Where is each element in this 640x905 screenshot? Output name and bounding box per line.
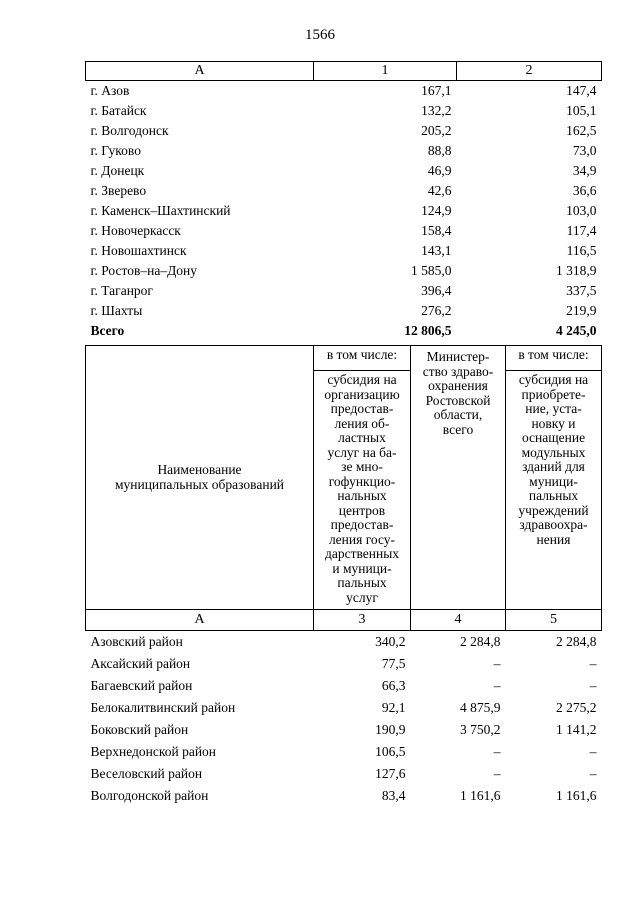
total-label: Всего xyxy=(90,323,125,338)
table-row xyxy=(86,697,602,719)
municipality-name: г. Каменск–Шахтинский xyxy=(90,203,231,218)
value-col2: 36,6 xyxy=(572,183,597,198)
value-col4: 4 875,9 xyxy=(460,700,501,715)
table-row xyxy=(86,201,602,221)
value-col1: 46,9 xyxy=(427,163,452,178)
table-row xyxy=(86,741,602,763)
district-name: Багаевский район xyxy=(90,678,193,693)
value-col2: 117,4 xyxy=(566,223,597,238)
table-row xyxy=(86,785,602,807)
column-header-5: 5 xyxy=(506,610,602,631)
table-row xyxy=(86,141,602,161)
allocation-table-districts xyxy=(85,345,602,807)
total-row xyxy=(86,321,602,341)
table-row xyxy=(86,631,602,654)
table-header-row xyxy=(86,62,602,81)
municipality-name: г. Гуково xyxy=(90,143,141,158)
table-row xyxy=(86,763,602,785)
value-col3: 190,9 xyxy=(375,722,406,737)
header-col3-including: в том числе: xyxy=(314,346,411,371)
table-row xyxy=(86,719,602,741)
value-col5: – xyxy=(589,678,597,693)
page-number: 1566 xyxy=(305,27,335,43)
value-col4: – xyxy=(493,766,501,781)
district-name: Аксайский район xyxy=(90,656,191,671)
column-header-a: А xyxy=(86,62,314,81)
value-col4: 3 750,2 xyxy=(460,722,501,737)
value-col1: 88,8 xyxy=(427,143,452,158)
value-col5: – xyxy=(589,766,597,781)
value-col3: 106,5 xyxy=(375,744,406,759)
value-col1: 205,2 xyxy=(421,123,452,138)
value-col1: 42,6 xyxy=(427,183,452,198)
value-col2: 73,0 xyxy=(572,143,597,158)
value-col1: 132,2 xyxy=(421,103,452,118)
value-col5: 1 141,2 xyxy=(556,722,597,737)
value-col2: 103,0 xyxy=(566,203,597,218)
value-col5: – xyxy=(589,656,597,671)
value-col5: 1 161,6 xyxy=(556,788,597,803)
table-row xyxy=(86,81,602,102)
value-col1: 158,4 xyxy=(421,223,452,238)
district-name: Веселовский район xyxy=(90,766,203,781)
header-ministry-health-total: Министер- ство здраво- охранения Ростовской области, всего xyxy=(411,346,506,610)
table-row xyxy=(86,301,602,321)
value-col5: – xyxy=(589,744,597,759)
value-col3: 66,3 xyxy=(381,678,406,693)
table-body xyxy=(86,631,602,808)
district-name: Волгодонской район xyxy=(90,788,209,803)
value-col2: 337,5 xyxy=(566,283,597,298)
column-header-4: 4 xyxy=(411,610,506,631)
value-col1: 396,4 xyxy=(421,283,452,298)
value-col1: 276,2 xyxy=(421,303,452,318)
table-row xyxy=(86,653,602,675)
municipality-name: г. Новочеркасск xyxy=(90,223,181,238)
value-col3: 92,1 xyxy=(381,700,406,715)
table-row xyxy=(86,161,602,181)
municipality-name: г. Ростов–на–Дону xyxy=(90,263,198,278)
value-col4: 2 284,8 xyxy=(460,634,501,649)
value-col1: 124,9 xyxy=(421,203,452,218)
value-col2: 219,9 xyxy=(566,303,597,318)
table-body xyxy=(86,81,602,342)
allocation-table-cities xyxy=(85,61,602,341)
district-name: Азовский район xyxy=(90,634,183,649)
table-row xyxy=(86,181,602,201)
municipality-name: г. Азов xyxy=(90,83,130,98)
table-row xyxy=(86,221,602,241)
table-row xyxy=(86,261,602,281)
district-name: Верхнедонской район xyxy=(90,744,217,759)
total-col2: 4 245,0 xyxy=(556,323,597,338)
value-col2: 116,5 xyxy=(566,243,597,258)
table-row xyxy=(86,121,602,141)
municipality-name: г. Зверево xyxy=(90,183,147,198)
value-col2: 147,4 xyxy=(566,83,597,98)
table-row xyxy=(86,101,602,121)
header-municipality-name: Наименование муниципальных образований xyxy=(86,346,314,610)
value-col2: 105,1 xyxy=(566,103,597,118)
value-col5: 2 275,2 xyxy=(556,700,597,715)
value-col4: – xyxy=(493,656,501,671)
value-col3: 127,6 xyxy=(375,766,406,781)
municipality-name: г. Волгодонск xyxy=(90,123,169,138)
column-number-row xyxy=(86,610,602,631)
table-row xyxy=(86,281,602,301)
value-col4: 1 161,6 xyxy=(460,788,501,803)
municipality-name: г. Новошахтинск xyxy=(90,243,187,258)
value-col1: 143,1 xyxy=(421,243,452,258)
district-name: Белокалитвинский район xyxy=(90,700,236,715)
column-header-3: 3 xyxy=(314,610,411,631)
column-header-2: 2 xyxy=(457,62,602,81)
column-header-a: А xyxy=(86,610,314,631)
table-row xyxy=(86,675,602,697)
total-col1: 12 806,5 xyxy=(404,323,452,338)
value-col4: – xyxy=(493,744,501,759)
value-col3: 340,2 xyxy=(375,634,406,649)
value-col3: 77,5 xyxy=(381,656,406,671)
value-col3: 83,4 xyxy=(381,788,406,803)
municipality-name: г. Донецк xyxy=(90,163,145,178)
value-col5: 2 284,8 xyxy=(556,634,597,649)
municipality-name: г. Шахты xyxy=(90,303,143,318)
value-col2: 162,5 xyxy=(566,123,597,138)
value-col1: 167,1 xyxy=(421,83,452,98)
column-header-1: 1 xyxy=(314,62,457,81)
value-col4: – xyxy=(493,678,501,693)
table-row xyxy=(86,241,602,261)
value-col1: 1 585,0 xyxy=(411,263,452,278)
municipality-name: г. Таганрог xyxy=(90,283,153,298)
district-name: Боковский район xyxy=(90,722,189,737)
header-subsidy-mfc: субсидия на организацию предостав- ления об- ластных услуг на ба- зе мно- гофункцио- нальных центров предостав- ления госу- дарственных и муници- пальных услуг xyxy=(314,371,411,610)
header-subsidy-modular-buildings: субсидия на приобрете- ние, уста- новку и оснащение модульных зданий для муници- пальных учреждений здравоохра- нения xyxy=(506,371,602,610)
value-col2: 34,9 xyxy=(572,163,597,178)
municipality-name: г. Батайск xyxy=(90,103,147,118)
header-col5-including: в том числе: xyxy=(506,346,602,371)
value-col2: 1 318,9 xyxy=(556,263,597,278)
